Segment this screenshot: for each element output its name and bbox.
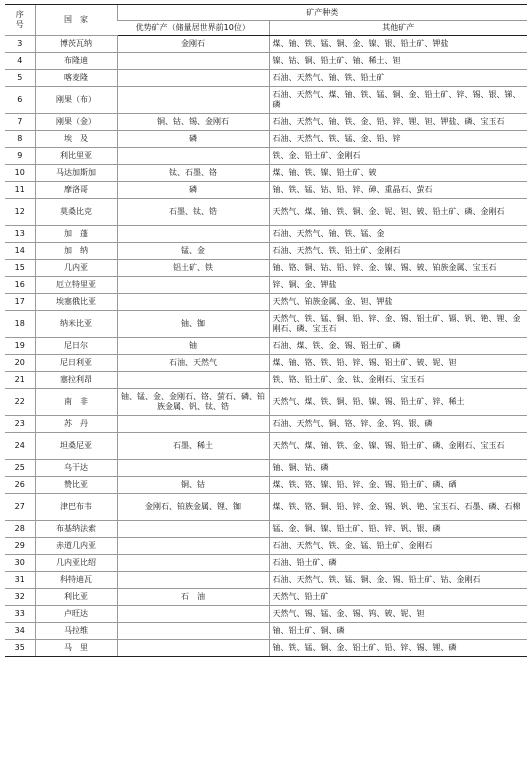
dominant-minerals: 磷 — [117, 182, 269, 199]
country-name: 刚果（金） — [35, 114, 117, 131]
other-minerals: 石油、天然气、铁、铅土矿、金刚石 — [269, 243, 527, 260]
row-index: 35 — [5, 640, 35, 657]
other-minerals: 天然气、铁、锰、铜、铅、锌、金、锡、铝土矿、镉、钒、铯、锂、金刚石、磷、宝玉石 — [269, 311, 527, 338]
other-minerals: 煤、铀、铬、铁、铅、锌、锡、铝土矿、铍、铌、钽 — [269, 355, 527, 372]
other-minerals: 石油、煤、铁、金、锡、铝土矿、磷 — [269, 338, 527, 355]
row-index: 10 — [5, 165, 35, 182]
other-minerals: 铀、铜、钴、磷 — [269, 460, 527, 477]
row-index: 19 — [5, 338, 35, 355]
country-name: 乌干达 — [35, 460, 117, 477]
row-index: 20 — [5, 355, 35, 372]
dominant-minerals: 石墨、稀土 — [117, 433, 269, 460]
table-row — [5, 521, 527, 538]
other-minerals: 铀、铁、锰、钴、铅、锌、砷、重晶石、萤石 — [269, 182, 527, 199]
dominant-minerals — [117, 416, 269, 433]
row-index: 25 — [5, 460, 35, 477]
row-index: 14 — [5, 243, 35, 260]
table-row — [5, 640, 527, 657]
dominant-minerals: 金刚石 — [117, 36, 269, 53]
row-index: 29 — [5, 538, 35, 555]
table-row — [5, 572, 527, 589]
row-index: 31 — [5, 572, 35, 589]
country-name: 科特迪瓦 — [35, 572, 117, 589]
country-name: 纳米比亚 — [35, 311, 117, 338]
other-minerals: 锰、金、铜、镍、铅土矿、铅、锌、钒、银、磷 — [269, 521, 527, 538]
other-minerals: 石油、天然气、铁、锰、铜、金、锡、铅土矿、钴、金刚石 — [269, 572, 527, 589]
other-minerals: 镍、钴、铜、铅土矿、铀、稀土、钽 — [269, 53, 527, 70]
table-row — [5, 555, 527, 572]
row-index: 7 — [5, 114, 35, 131]
table-row — [5, 311, 527, 338]
country-name: 尼日尔 — [35, 338, 117, 355]
table-row — [5, 114, 527, 131]
country-name: 加 纳 — [35, 243, 117, 260]
other-minerals: 石油、铅土矿、磷 — [269, 555, 527, 572]
country-name: 厄立特里亚 — [35, 277, 117, 294]
table-row — [5, 538, 527, 555]
header-index: 序 号 — [5, 5, 35, 36]
other-minerals: 天然气、煤、铀、铁、金、镍、锡、铅土矿、磷、金刚石、宝玉石 — [269, 433, 527, 460]
country-name: 南 非 — [35, 389, 117, 416]
country-name: 马拉维 — [35, 623, 117, 640]
row-index: 17 — [5, 294, 35, 311]
other-minerals: 石油、天然气、铀、铁、锰、金 — [269, 226, 527, 243]
country-name: 几内亚 — [35, 260, 117, 277]
country-name: 卢旺达 — [35, 606, 117, 623]
country-name: 莫桑比克 — [35, 199, 117, 226]
dominant-minerals: 铀 — [117, 338, 269, 355]
table-row — [5, 277, 527, 294]
table-row — [5, 243, 527, 260]
other-minerals: 石油、天然气、煤、铀、铁、锰、铜、金、铅土矿、锌、锡、银、锑、磷 — [269, 87, 527, 114]
other-minerals: 石油、天然气、铀、铁、金、铅、锌、锂、钽、钾盐、磷、宝玉石 — [269, 114, 527, 131]
header-dominant: 优势矿产（储量居世界前10位） — [117, 21, 269, 36]
row-index: 16 — [5, 277, 35, 294]
other-minerals: 铀、铬、铜、钴、铅、锌、金、镍、锡、铍、铂族金属、宝玉石 — [269, 260, 527, 277]
table-row — [5, 294, 527, 311]
other-minerals: 铀、铝土矿、铜、磷 — [269, 623, 527, 640]
other-minerals: 天然气、铅土矿 — [269, 589, 527, 606]
row-index: 30 — [5, 555, 35, 572]
other-minerals: 天然气、煤、铁、铜、铅、镍、锡、铅土矿、锌、稀土 — [269, 389, 527, 416]
country-name: 利比亚 — [35, 589, 117, 606]
dominant-minerals — [117, 294, 269, 311]
country-name: 马 里 — [35, 640, 117, 657]
dominant-minerals — [117, 521, 269, 538]
country-name: 塞拉利昂 — [35, 372, 117, 389]
table-row — [5, 165, 527, 182]
table-row — [5, 589, 527, 606]
row-index: 23 — [5, 416, 35, 433]
row-index: 5 — [5, 70, 35, 87]
country-name: 几内亚比绍 — [35, 555, 117, 572]
dominant-minerals: 钛、石墨、铬 — [117, 165, 269, 182]
table-row — [5, 338, 527, 355]
table-row — [5, 87, 527, 114]
row-index: 3 — [5, 36, 35, 53]
other-minerals: 石油、天然气、铁、锰、金、铅、锌 — [269, 131, 527, 148]
table-row — [5, 148, 527, 165]
other-minerals: 煤、铀、铁、镍、铅土矿、铍 — [269, 165, 527, 182]
country-name: 赞比亚 — [35, 477, 117, 494]
header-mineral-group: 矿产种类 — [117, 5, 527, 21]
row-index: 18 — [5, 311, 35, 338]
dominant-minerals — [117, 606, 269, 623]
dominant-minerals: 铜、钴 — [117, 477, 269, 494]
row-index: 11 — [5, 182, 35, 199]
row-index: 22 — [5, 389, 35, 416]
table-row — [5, 433, 527, 460]
other-minerals: 锌、铜、金、钾盐 — [269, 277, 527, 294]
dominant-minerals: 铀、铷 — [117, 311, 269, 338]
country-name: 赤道几内亚 — [35, 538, 117, 555]
other-minerals: 石油、天然气、铀、铁、铅土矿 — [269, 70, 527, 87]
country-name: 刚果（布） — [35, 87, 117, 114]
other-minerals: 铁、铬、铅土矿、金、钛、金刚石、宝玉石 — [269, 372, 527, 389]
other-minerals: 天然气、铂族金属、金、钽、钾盐 — [269, 294, 527, 311]
dominant-minerals — [117, 538, 269, 555]
dominant-minerals: 铝土矿、铁 — [117, 260, 269, 277]
country-name: 利比里亚 — [35, 148, 117, 165]
table-row — [5, 70, 527, 87]
row-index: 12 — [5, 199, 35, 226]
table-row — [5, 372, 527, 389]
table-row — [5, 623, 527, 640]
table-row — [5, 477, 527, 494]
country-name: 布隆迪 — [35, 53, 117, 70]
table-row — [5, 460, 527, 477]
dominant-minerals — [117, 623, 269, 640]
dominant-minerals — [117, 555, 269, 572]
other-minerals: 煤、铁、铬、铜、铅、锌、金、锡、钒、铯、宝玉石、石墨、磷、石棉 — [269, 494, 527, 521]
table-row — [5, 182, 527, 199]
country-name: 坦桑尼亚 — [35, 433, 117, 460]
dominant-minerals — [117, 372, 269, 389]
row-index: 4 — [5, 53, 35, 70]
other-minerals: 铁、金、铅土矿、金刚石 — [269, 148, 527, 165]
row-index: 34 — [5, 623, 35, 640]
table-body — [5, 36, 527, 657]
table-row — [5, 355, 527, 372]
dominant-minerals: 铀、锰、金、金刚石、铬、萤石、磷、铂族金属、钒、钛、锆 — [117, 389, 269, 416]
country-name: 喀麦隆 — [35, 70, 117, 87]
country-name: 加 蓬 — [35, 226, 117, 243]
dominant-minerals — [117, 70, 269, 87]
other-minerals: 天然气、锡、锰、金、锡、钨、铍、铌、钽 — [269, 606, 527, 623]
row-index: 9 — [5, 148, 35, 165]
dominant-minerals — [117, 572, 269, 589]
row-index: 28 — [5, 521, 35, 538]
dominant-minerals: 石墨、钛、锆 — [117, 199, 269, 226]
dominant-minerals: 金刚石、铂族金属、锂、铷 — [117, 494, 269, 521]
mineral-table — [5, 4, 527, 657]
other-minerals: 煤、铀、铁、锰、铜、金、镍、银、铅土矿、钾盐 — [269, 36, 527, 53]
table-header — [5, 5, 527, 36]
table-row — [5, 389, 527, 416]
table-row — [5, 606, 527, 623]
other-minerals: 煤、铁、铬、镍、铅、锌、金、锡、铅土矿、磷、硒 — [269, 477, 527, 494]
country-name: 博茨瓦纳 — [35, 36, 117, 53]
dominant-minerals: 石油、天然气 — [117, 355, 269, 372]
country-name: 埃塞俄比亚 — [35, 294, 117, 311]
row-index: 15 — [5, 260, 35, 277]
country-name: 苏 丹 — [35, 416, 117, 433]
row-index: 21 — [5, 372, 35, 389]
row-index: 24 — [5, 433, 35, 460]
dominant-minerals — [117, 640, 269, 657]
table-row — [5, 416, 527, 433]
dominant-minerals: 磷 — [117, 131, 269, 148]
header-others: 其他矿产 — [269, 21, 527, 36]
dominant-minerals — [117, 148, 269, 165]
row-index: 27 — [5, 494, 35, 521]
table-row — [5, 260, 527, 277]
country-name: 马达加斯加 — [35, 165, 117, 182]
country-name: 布基纳法索 — [35, 521, 117, 538]
other-minerals: 铀、铁、锰、铜、金、铝土矿、铅、锌、锡、锂、磷 — [269, 640, 527, 657]
table-row — [5, 36, 527, 53]
row-index: 33 — [5, 606, 35, 623]
dominant-minerals — [117, 87, 269, 114]
table-row — [5, 226, 527, 243]
country-name: 摩洛哥 — [35, 182, 117, 199]
country-name: 津巴布韦 — [35, 494, 117, 521]
dominant-minerals: 石 油 — [117, 589, 269, 606]
other-minerals: 石油、天然气、铁、金、锰、铅土矿、金刚石 — [269, 538, 527, 555]
header-country: 国 家 — [35, 5, 117, 36]
dominant-minerals — [117, 277, 269, 294]
row-index: 13 — [5, 226, 35, 243]
row-index: 6 — [5, 87, 35, 114]
dominant-minerals — [117, 53, 269, 70]
table-row — [5, 494, 527, 521]
dominant-minerals — [117, 226, 269, 243]
other-minerals: 石油、天然气、铜、铬、锌、金、钨、银、磷 — [269, 416, 527, 433]
country-name: 埃 及 — [35, 131, 117, 148]
table-row — [5, 53, 527, 70]
dominant-minerals — [117, 460, 269, 477]
table-row — [5, 199, 527, 226]
other-minerals: 天然气、煤、铀、铁、铜、金、铌、钽、铍、铅土矿、磷、金刚石 — [269, 199, 527, 226]
table-row — [5, 131, 527, 148]
dominant-minerals: 铜、钴、锡、金刚石 — [117, 114, 269, 131]
row-index: 8 — [5, 131, 35, 148]
row-index: 32 — [5, 589, 35, 606]
row-index: 26 — [5, 477, 35, 494]
dominant-minerals: 锰、金 — [117, 243, 269, 260]
country-name: 尼日利亚 — [35, 355, 117, 372]
